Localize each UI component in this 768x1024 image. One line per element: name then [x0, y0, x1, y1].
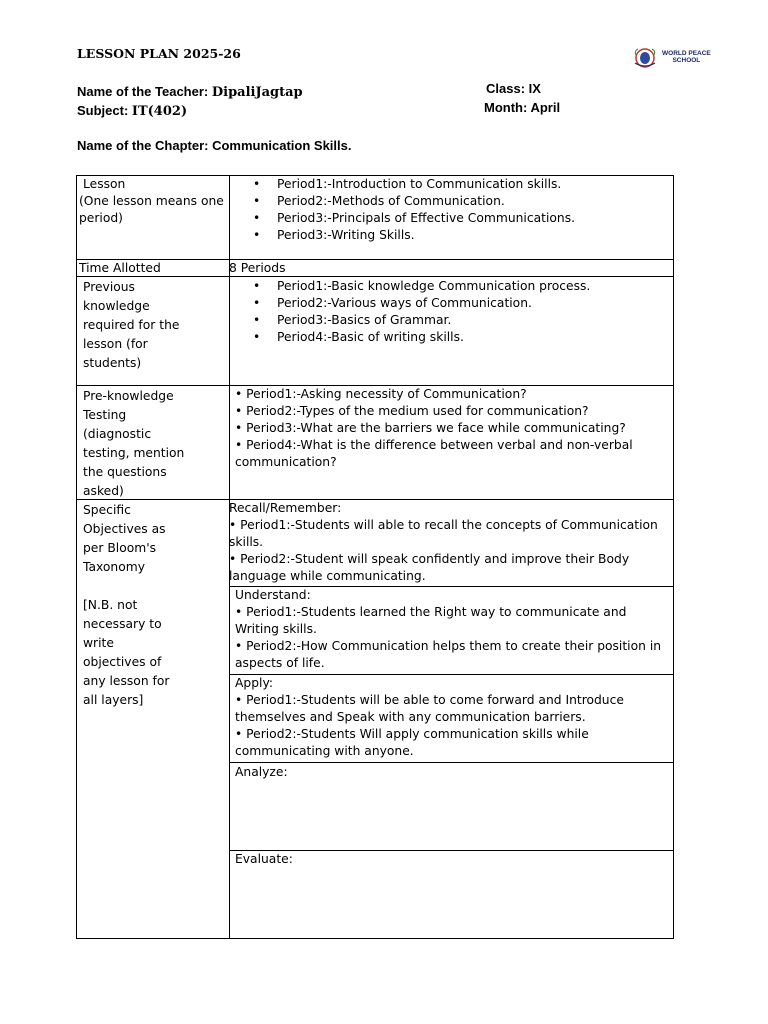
recall-section: [229, 500, 673, 585]
list-item: • Period2:-Various ways of Communication.: [277, 295, 671, 312]
previous-knowledge-label: Previous knowledge required for the lesson (for students): [83, 280, 180, 370]
chapter-name: Name of the Chapter: Communication Skills.: [77, 138, 352, 153]
recall-heading: Recall/Remember:: [229, 501, 342, 515]
school-logo: [632, 47, 712, 69]
question-item: • Period4:-What is the difference between verbal and non-verbal communication?: [235, 438, 633, 469]
evaluate-heading: Evaluate:: [235, 852, 293, 866]
teacher-label: Name of the Teacher:: [77, 84, 212, 99]
list-item: • Period2:-Methods of Communication.: [277, 193, 671, 210]
row-divider: [77, 259, 673, 260]
objective-item: • Period1:-Students will be able to come forward and Introduce themselves and Speak with any communication barriers.: [235, 693, 624, 724]
list-item: • Period3:-Writing Skills.: [277, 227, 671, 244]
list-item: • Period1:-Introduction to Communication skills.: [277, 176, 671, 193]
teacher-name: [77, 81, 303, 100]
list-item: • Period4:-Basic of writing skills.: [277, 329, 671, 346]
apply-section: [235, 675, 665, 760]
understand-heading: Understand:: [235, 588, 311, 602]
subject: [77, 100, 187, 119]
lesson-plan-table: [76, 175, 674, 939]
subject-value: IT(402): [131, 104, 188, 119]
time-allotted-value: 8 Periods: [229, 261, 286, 275]
subject-label: Subject:: [77, 103, 132, 118]
list-item: • Period1:-Basic knowledge Communication process.: [277, 278, 671, 295]
pre-knowledge-questions: [235, 386, 665, 471]
question-item: • Period2:-Types of the medium used for communication?: [235, 404, 589, 418]
objective-item: • Period1:-Students learned the Right way to communicate and Writing skills.: [235, 605, 627, 636]
objective-item: • Period1:-Students will able to recall the concepts of Communication skills.: [229, 518, 658, 549]
objectives-label: Specific Objectives as per Bloom's Taxonomy: [83, 503, 166, 574]
objective-item: • Period2:-Student will speak confidently and improve their Body language while communicating.: [229, 552, 630, 583]
subrow-divider: [229, 850, 673, 851]
question-item: • Period1:-Asking necessity of Communication?: [235, 387, 527, 401]
lesson-periods: [233, 176, 671, 244]
school-emblem-icon: [632, 47, 658, 69]
objective-item: • Period2:-How Communication helps them to create their position in aspects of life.: [235, 639, 662, 670]
month-info: Month: April: [484, 100, 561, 115]
logo-line-1: WORLD PEACE: [662, 50, 711, 57]
understand-section: [235, 587, 673, 672]
document-title: LESSON PLAN 2025-26: [77, 46, 241, 61]
logo-line-2: SCHOOL: [672, 57, 701, 64]
previous-knowledge-items: [233, 278, 671, 346]
objective-item: • Period2:-Students Will apply communication skills while communicating with anyone.: [235, 727, 589, 758]
objectives-note: [N.B. not necessary to write objectives of any lesson for all layers]: [83, 598, 170, 707]
list-item: • Period3:-Principals of Effective Communications.: [277, 210, 671, 227]
row-divider: [77, 276, 673, 277]
apply-heading: Apply:: [235, 676, 273, 690]
subrow-divider: [229, 762, 673, 763]
analyze-heading: Analyze:: [235, 765, 288, 779]
time-allotted-label: Time Allotted: [79, 261, 161, 275]
question-item: • Period3:-What are the barriers we face while communicating?: [235, 421, 626, 435]
list-item: • Period3:-Basics of Grammar.: [277, 312, 671, 329]
lesson-label: Lesson (One lesson means one period): [79, 177, 224, 225]
class-info: Class: IX: [486, 81, 541, 96]
teacher-value: DipaliJagtap: [211, 85, 303, 100]
pre-knowledge-testing-label: Pre-knowledge Testing (diagnostic testing, mention the questions asked): [83, 389, 185, 498]
